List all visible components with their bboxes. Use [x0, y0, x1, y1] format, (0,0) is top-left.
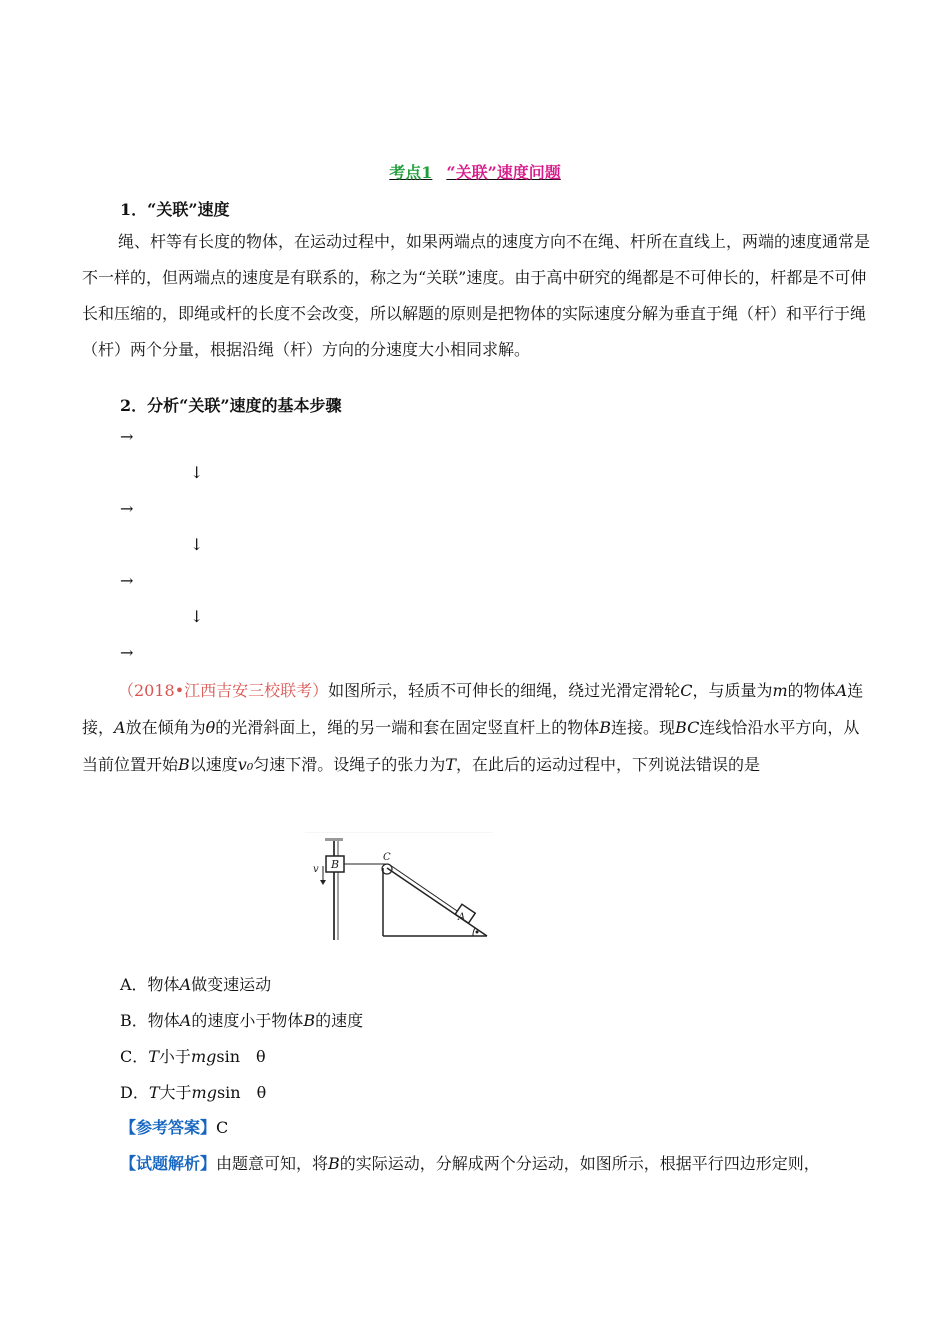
answer-tag: 【参考答案】 — [120, 1118, 217, 1137]
label-v: v — [313, 864, 319, 875]
option-a[interactable]: A．物体A做变速运动 — [120, 975, 272, 994]
option-d[interactable]: D．T大于mgsin θ — [120, 1083, 267, 1102]
incline-slope — [387, 868, 487, 936]
question-text: （2018•江西吉安三校联考）如图所示，轻质不可伸长的细绳，绕过光滑定滑轮C，与质量为m的物体A连接，A放在倾角为θ的光滑斜面上，绳的另一端和套在固定竖直杆上的物体B连接。现BC连线恰沿水平方向，从当前位置开始B以速度v₀匀速下滑。设绳子的张力为T，在此后的运动过程中，下列说法错误的是 — [82, 681, 864, 774]
arrow-down-icon: ↓ — [190, 535, 204, 554]
option-b[interactable]: B．物体A的速度小于物体B的速度 — [120, 1011, 364, 1030]
arrow-down-icon: ↓ — [190, 607, 204, 626]
label-b: B — [331, 858, 340, 871]
explanation-line: 【试题解析】由题意可知，将B的实际运动，分解成两个分运动，如图所示，根据平行四边形定则， — [120, 1154, 820, 1173]
section2-heading: 2．分析“关联”速度的基本步骤 — [120, 396, 342, 415]
label-c: C — [383, 852, 391, 863]
rope-incline — [390, 865, 463, 915]
arrow-right-icon: → — [120, 643, 134, 662]
label-a: A — [458, 912, 466, 923]
arrow-right-icon: → — [120, 571, 134, 590]
section1-text: 绳、杆等有长度的物体，在运动过程中，如果两端点的速度方向不在绳、杆所在直线上，两端的速度通常是不一样的，但两端点的速度是有联系的，称之为“关联”速度。由于高中研究的绳都是不可伸长的，杆都是不可伸长和压缩的，即绳或杆的长度不会改变，所以解题的原则是把物体的实际速度分解为垂直于绳（杆）和平行于绳（杆）两个分量，根据沿绳（杆）方向的分速度大小相同求解。 — [82, 232, 871, 359]
explanation-tag: 【试题解析】 — [120, 1154, 217, 1173]
section1-paragraph — [82, 224, 872, 368]
arrow-down-icon: ↓ — [190, 463, 204, 482]
page-title — [0, 160, 950, 183]
arrow-right-icon: → — [120, 499, 134, 518]
section1-heading: 1．“关联”速度 — [120, 200, 230, 219]
option-c[interactable]: C．T小于mgsin θ — [120, 1047, 266, 1066]
title-label: 考点1 — [389, 163, 433, 182]
arrow-right-icon: → — [120, 427, 134, 446]
physics-diagram — [305, 832, 493, 944]
answer-value: C — [216, 1118, 229, 1137]
answer-line — [120, 1115, 228, 1138]
title-topic: “关联”速度问题 — [446, 163, 561, 182]
ceiling-mount — [325, 838, 343, 841]
question-source: （2018•江西吉安三校联考） — [118, 681, 329, 700]
angle-arc — [473, 928, 475, 936]
